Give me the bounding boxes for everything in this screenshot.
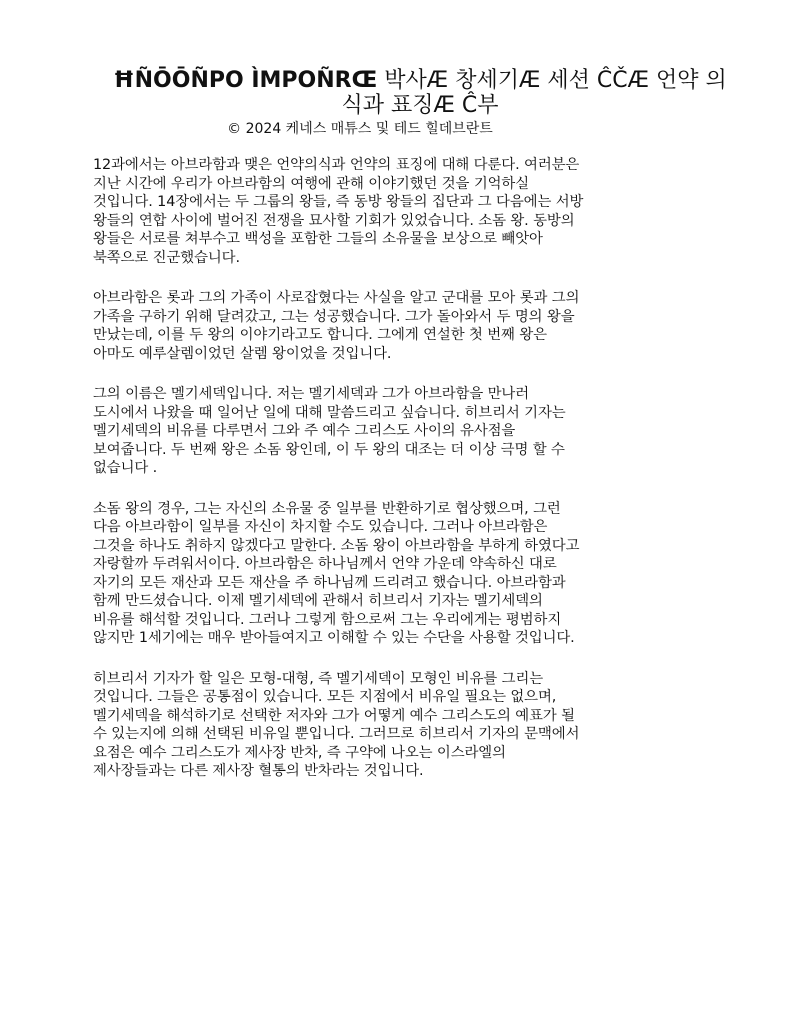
paragraph-line: 않지만 1세기에는 매우 받아들여지고 이해할 수 있는 수단을 사용할 것입니다. bbox=[93, 630, 575, 646]
paragraph-line: 멜기세덱의 비유를 다루면서 그와 주 예수 그리스도 사이의 유사점을 bbox=[93, 423, 516, 439]
paragraph-line: 자랑할까 두려워서이다. 아브라함은 하나님께서 언약 가운데 약속하신 대로 bbox=[93, 556, 557, 572]
title-rest: 박사Æ 창세기Æ 세션 ĈČÆ 언약 의식과 표징Æ Ĉ부 bbox=[341, 68, 727, 118]
paragraph-line: 자기의 모든 재산과 모든 재산을 주 하나님께 드리려고 했습니다. 아브라함과 bbox=[93, 574, 566, 591]
paragraph-line: 제사장들과는 다른 제사장 혈통의 반차라는 것입니다. bbox=[93, 763, 424, 779]
paragraph-line: 없습니다 . bbox=[93, 460, 158, 476]
paragraph bbox=[93, 156, 698, 267]
paragraph bbox=[93, 670, 698, 781]
paragraph-line: 만났는데, 이를 두 왕의 이야기라고도 합니다. 그에게 연설한 첫 번째 왕은 bbox=[93, 327, 547, 343]
paragraph-line: 수 있는지에 의해 선택된 비유일 뿐입니다. 그러므로 히브리서 기자의 문맥에서 bbox=[93, 726, 580, 742]
paragraph-line: 가족을 구하기 위해 달려갔고, 그는 성공했습니다. 그가 돌아와서 두 명의 왕을 bbox=[93, 308, 575, 325]
paragraph-line: 아브라함은 롯과 그의 가족이 사로잡혔다는 사실을 알고 군대를 모아 롯과 그의 bbox=[93, 290, 580, 306]
paragraph-line: 함께 만드셨습니다. 이제 멜기세덱에 관해서 히브리서 기자는 멜기세덱의 bbox=[93, 593, 543, 609]
title-lead: ĦÑŌŌÑPO ÌMPOÑRŒ bbox=[113, 68, 378, 93]
paragraph-line: 도시에서 나왔을 때 일어난 일에 대해 말씀드리고 싶습니다. 히브리서 기자는 bbox=[93, 404, 566, 421]
paragraph-line: 아마도 예루살렘이었던 살렘 왕이었을 것입니다. bbox=[93, 345, 392, 362]
paragraph-line: 12과에서는 아브라함과 맺은 언약의식과 언약의 표징에 대해 다룬다. 여러분은 bbox=[93, 157, 580, 173]
paragraph-line: 비유를 해석할 것입니다. 그러나 그렇게 함으로써 그는 우리에게는 평범하지 bbox=[93, 611, 562, 628]
paragraph-line: 보여줍니다. 두 번째 왕은 소돔 왕인데, 이 두 왕의 대조는 더 이상 극명 할 수 bbox=[93, 441, 565, 458]
paragraph-line: 그것을 하나도 취하지 않겠다고 말한다. 소돔 왕이 아브라함을 부하게 하였다고 bbox=[93, 537, 580, 554]
paragraph bbox=[93, 500, 698, 648]
paragraph-line: 왕들의 연합 사이에 벌어진 전쟁을 묘사할 기회가 있었습니다. 소돔 왕. 동방의 bbox=[93, 212, 575, 229]
paragraph-line: 북쪽으로 진군했습니다. bbox=[93, 249, 240, 266]
paragraph bbox=[93, 385, 698, 478]
paragraph-line: 그의 이름은 멜기세덱입니다. 저는 멜기세덱과 그가 아브라함을 만나러 bbox=[93, 386, 530, 402]
paragraph-line: 다음 아브라함이 일부를 자신이 차지할 수도 있습니다. 그러나 아브라함은 bbox=[93, 519, 548, 535]
paragraph-line: 멜기세덱을 해석하기로 선택한 저자와 그가 어떻게 예수 그리스도의 예표가 될 bbox=[93, 707, 575, 724]
paragraph bbox=[93, 289, 698, 363]
copyright-notice: © 2024 케네스 매튜스 및 테드 힐데브란트 bbox=[227, 121, 493, 137]
paragraph-line: 히브리서 기자가 할 일은 모형-대형, 즉 멜기세덱이 모형인 비유를 그리는 bbox=[93, 670, 544, 687]
document-body bbox=[93, 156, 698, 803]
paragraph-line: 왕들은 서로를 쳐부수고 백성을 포함한 그들의 소유물을 보상으로 빼앗아 bbox=[93, 231, 543, 247]
paragraph-line: 것입니다. 14장에서는 두 그룹의 왕들, 즉 동방 왕들의 집단과 그 다음에는 서방 bbox=[93, 194, 584, 210]
paragraph-line: 요점은 예수 그리스도가 제사장 반차, 즉 구약에 나오는 이스라엘의 bbox=[93, 744, 506, 761]
paragraph-line: 것입니다. 그들은 공통점이 있습니다. 모든 지점에서 비유일 필요는 없으며, bbox=[93, 689, 557, 705]
paragraph-line: 지난 시간에 우리가 아브라함의 여행에 관해 이야기했던 것을 기억하실 bbox=[93, 175, 530, 192]
document-title bbox=[110, 68, 730, 118]
paragraph-line: 소돔 왕의 경우, 그는 자신의 소유물 중 일부를 반환하기로 협상했으며, 그런 bbox=[93, 500, 561, 517]
